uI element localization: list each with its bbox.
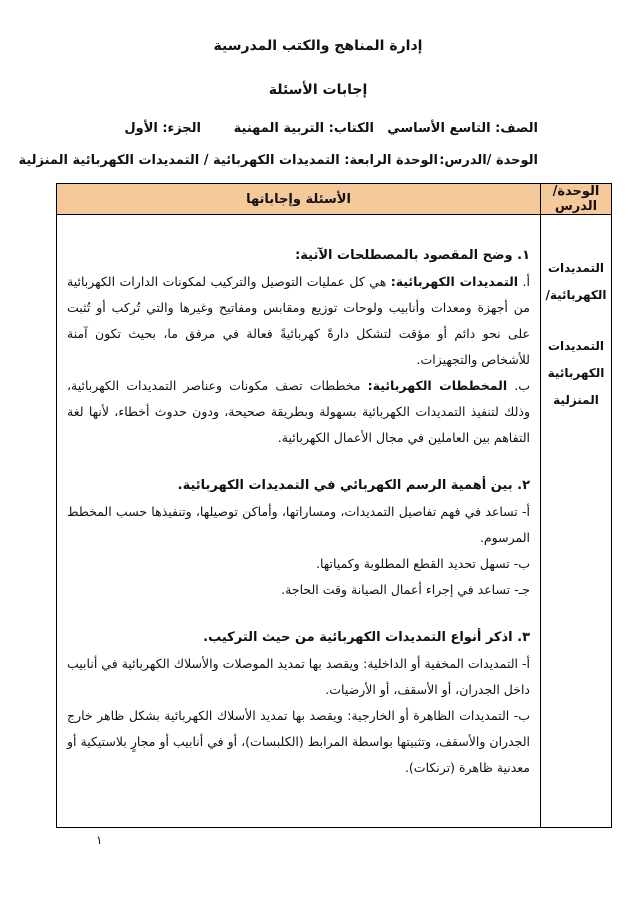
question-2: ٢. بين أهمية الرسم الكهربائي في التمديدات الكهربائية. bbox=[177, 478, 530, 493]
book-label: الكتاب: التربية المهنية bbox=[233, 121, 374, 136]
qa-table bbox=[56, 183, 612, 828]
unit-line: الكهربائية/ bbox=[545, 288, 607, 302]
part-label: الجزء: الأول bbox=[124, 121, 201, 136]
term-electrical-diagrams: المخططات الكهربائية: bbox=[367, 378, 508, 393]
term-electrical-installations: التمديدات الكهربائية: bbox=[390, 274, 519, 289]
col-header-qa: الأسئلة وإجاباتها bbox=[57, 184, 541, 215]
answer-1a: أ. التمديدات الكهربائية: هي كل عمليات التوصيل والتركيب لمكونات الدارات الكهربائية من أجهزة ومعدات وأنابيب ولوحات توزيع ومقابس ومفاتيح وغيرها والتي تُركب أو تُثبت على نحو دائم أو مؤقت لتشكل دارةً كهربائيةً فعالة في مرفق ما، بحيث تكون آمنة للأشخاص والتجهيزات. bbox=[67, 274, 530, 367]
unit-cell bbox=[541, 215, 612, 828]
unit-label: الوحدة /الدرس: bbox=[439, 153, 538, 168]
answer-1b: ب. المخططات الكهربائية: مخططات تصف مكونات وعناصر التمديدات الكهربائية، وذلك لتنفيذ التمديدات الكهربائية بسهولة وبطريقة صحيحة، ودون حدوث أخطاء، لأنها لغة التفاهم بين العاملين في مجال الأعمال الكهربائية. bbox=[67, 378, 530, 445]
answer-2c: جـ- تساعد في إجراء أعمال الصيانة وقت الحاجة. bbox=[281, 582, 530, 597]
grade-label: الصف: التاسع الأساسي bbox=[387, 121, 538, 136]
answer-2a: أ- تساعد في فهم تفاصيل التمديدات، ومساراتها، وأماكن توصيلها، وتنفيذها حسب المخطط المرسوم. bbox=[67, 504, 530, 545]
unit-value: الوحدة الرابعة: التمديدات الكهربائية / التمديدات الكهربائية المنزلية bbox=[18, 153, 438, 168]
doc-title: إجابات الأسئلة bbox=[268, 82, 368, 98]
answer-2b: ب- تسهل تحديد القطع المطلوبة وكمياتها. bbox=[315, 556, 530, 571]
unit-line: التمديدات bbox=[547, 339, 605, 353]
col-header-unit: الوحدة/الدرس bbox=[541, 184, 612, 215]
org-title: إدارة المناهج والكتب المدرسية bbox=[213, 38, 423, 54]
unit-line: الكهربائية bbox=[547, 366, 605, 380]
answer-3a: أ- التمديدات المخفية أو الداخلية: ويقصد بها تمديد الموصلات والأسلاك الكهربائية في أنابيب داخل الجدران، أو الأسقف، أو الأرضيات. bbox=[67, 656, 530, 697]
answers-cell bbox=[57, 215, 541, 828]
question-1: ١. وضح المقصود بالمصطلحات الآتية: bbox=[295, 248, 530, 263]
page-number: ١ bbox=[96, 833, 103, 847]
unit-line: المنزلية bbox=[553, 393, 599, 407]
answer-3b: ب- التمديدات الظاهرة أو الخارجية: ويقصد بها تمديد الأسلاك الكهربائية بشكل ظاهر خارج الجدران والأسقف، وتثبيتها بواسطة المرابط (الكلبسات)، أو في أنابيب أو مجارٍ بلاستيكية أو معدنية ظاهرة (ترنكات). bbox=[67, 708, 530, 775]
question-3: ٣. اذكر أنواع التمديدات الكهربائية من حيث التركيب. bbox=[203, 630, 530, 645]
unit-line: التمديدات bbox=[547, 261, 605, 275]
